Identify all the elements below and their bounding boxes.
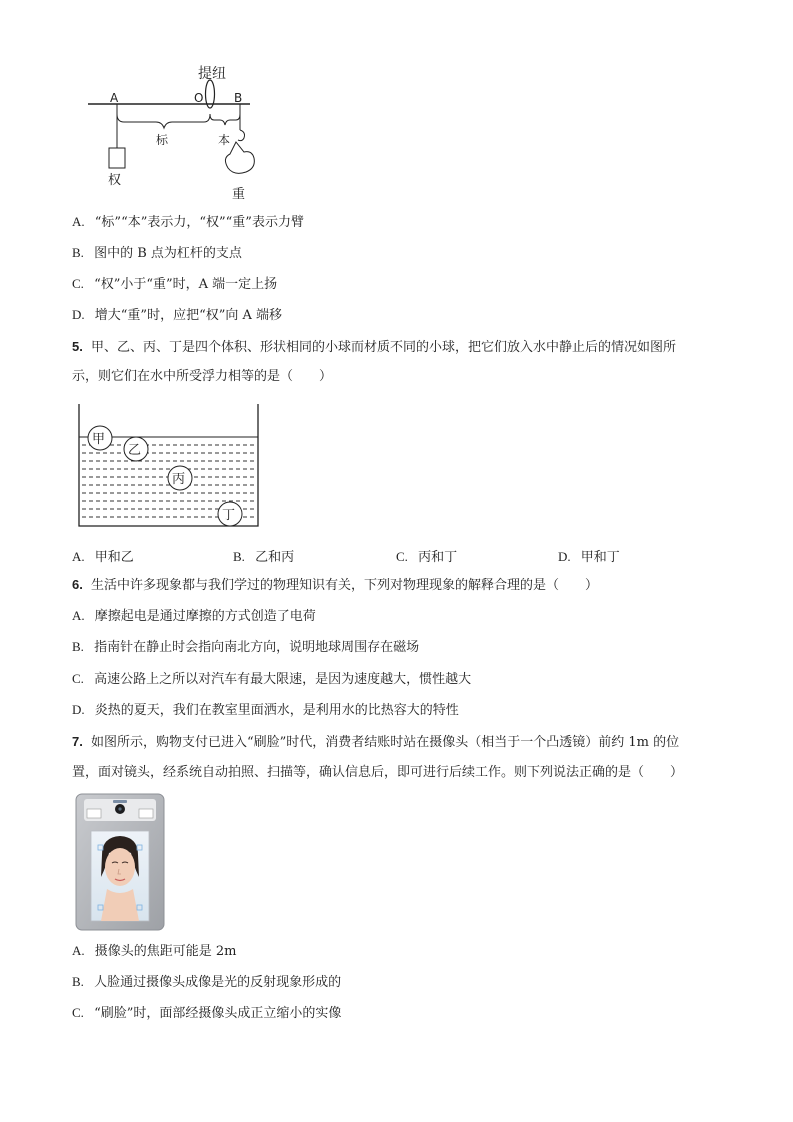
option-text: 图中的 B 点为杠杆的支点	[94, 246, 242, 261]
option-letter: A.	[72, 214, 85, 229]
question-text: 如图所示，购物支付已进入“刷脸”时代，消费者结账时站在摄像头（相当于一个凸透镜）前约 1m 的位	[90, 735, 680, 750]
ball-jia-label: 甲	[92, 432, 106, 447]
label-ti-niu: 提纽	[198, 66, 226, 82]
q6-option-b	[72, 638, 419, 657]
option-text: 高速公路上之所以对汽车有最大限速，是因为速度越大，惯性越大	[94, 672, 472, 687]
option-text: 炎热的夏天，我们在教室里面洒水，是利用水的比热容大的特性	[94, 703, 459, 718]
q5-option-d	[558, 546, 620, 565]
q5-option-a	[72, 546, 134, 565]
option-letter: B.	[72, 974, 84, 989]
label-quan: 权	[108, 173, 122, 188]
weight-block	[109, 148, 125, 168]
q7-option-b	[72, 973, 341, 992]
option-letter: B.	[233, 549, 245, 564]
question-text: 示，则它们在水中所受浮力相等的是（ ）	[72, 369, 333, 384]
label-ben: 本	[218, 133, 231, 147]
question-number: 7.	[72, 734, 83, 749]
option-text: “标”“本”表示力，“权”“重”表示力臂	[94, 215, 304, 230]
option-letter: C.	[396, 549, 408, 564]
option-letter: D.	[72, 307, 85, 322]
label-point-b: B	[234, 91, 243, 105]
option-text: 人脸通过摄像头成像是光的反射现象形成的	[94, 975, 342, 990]
ball-ding-label: 丁	[222, 508, 236, 523]
option-letter: B.	[72, 639, 84, 654]
option-letter: C.	[72, 1005, 84, 1020]
option-letter: C.	[72, 276, 84, 291]
option-text: 甲和乙	[94, 550, 134, 565]
q4-option-b	[72, 244, 242, 263]
option-letter: D.	[72, 702, 85, 717]
option-letter: B.	[72, 245, 84, 260]
q4-option-c	[72, 275, 277, 294]
option-letter: D.	[558, 549, 571, 564]
face-payment-device-image	[75, 793, 165, 931]
question-text: 置，面对镜头，经系统自动拍照、扫描等，确认信息后，即可进行后续工作。则下列说法正确的是（ ）	[72, 765, 684, 780]
hook	[238, 130, 245, 141]
q7-option-a	[72, 942, 237, 961]
q7-option-c	[72, 1004, 341, 1023]
label-point-a: A	[110, 91, 119, 105]
question-text: 甲、乙、丙、丁是四个体积、形状相同的小球而材质不同的小球，把它们放入水中静止后的情况如图所	[90, 340, 676, 355]
question-text: 生活中许多现象都与我们学过的物理知识有关，下列对物理现象的解释合理的是（ ）	[90, 578, 598, 593]
option-text: 摄像头的焦距可能是 2m	[94, 944, 237, 959]
ball-yi-label: 乙	[128, 443, 142, 458]
option-letter: A.	[72, 943, 85, 958]
label-point-o: O	[194, 91, 204, 105]
option-text: “权”小于“重”时，A 端一定上扬	[94, 277, 278, 292]
q4-option-d	[72, 306, 282, 325]
q5-stem-line1	[72, 338, 676, 357]
option-letter: A.	[72, 608, 85, 623]
question-number: 5.	[72, 339, 83, 354]
option-text: “刷脸”时，面部经摄像头成正立缩小的实像	[94, 1006, 342, 1021]
q6-option-a	[72, 607, 316, 626]
q7-stem-line2	[72, 764, 683, 782]
label-zhong: 重	[232, 187, 246, 202]
q5-option-c	[396, 546, 457, 565]
q6-option-d	[72, 701, 459, 720]
question-number: 6.	[72, 577, 83, 592]
water-tank-figure	[76, 404, 264, 530]
q7-stem-line1	[72, 733, 679, 752]
steelyard-lever-figure	[84, 58, 264, 206]
option-text: 指南针在静止时会指向南北方向，说明地球周围存在磁场	[94, 640, 420, 655]
option-letter: C.	[72, 671, 84, 686]
q6-option-c	[72, 670, 471, 689]
brace-biao	[117, 114, 210, 128]
option-text: 摩擦起电是通过摩擦的方式创造了电荷	[94, 609, 316, 624]
q5-stem-line2	[72, 368, 332, 386]
q5-options-row	[72, 546, 712, 564]
q5-option-b	[233, 546, 294, 565]
option-text: 增大“重”时，应把“权”向 A 端移	[94, 308, 283, 323]
option-letter: A.	[72, 549, 85, 564]
q4-option-a	[72, 213, 304, 232]
brace-ben	[210, 114, 240, 125]
q6-stem	[72, 576, 598, 595]
option-text: 乙和丙	[255, 550, 295, 565]
option-text: 丙和丁	[418, 550, 458, 565]
option-text: 甲和丁	[580, 550, 620, 565]
label-biao: 标	[156, 133, 169, 147]
ball-bing-label: 丙	[172, 472, 186, 487]
